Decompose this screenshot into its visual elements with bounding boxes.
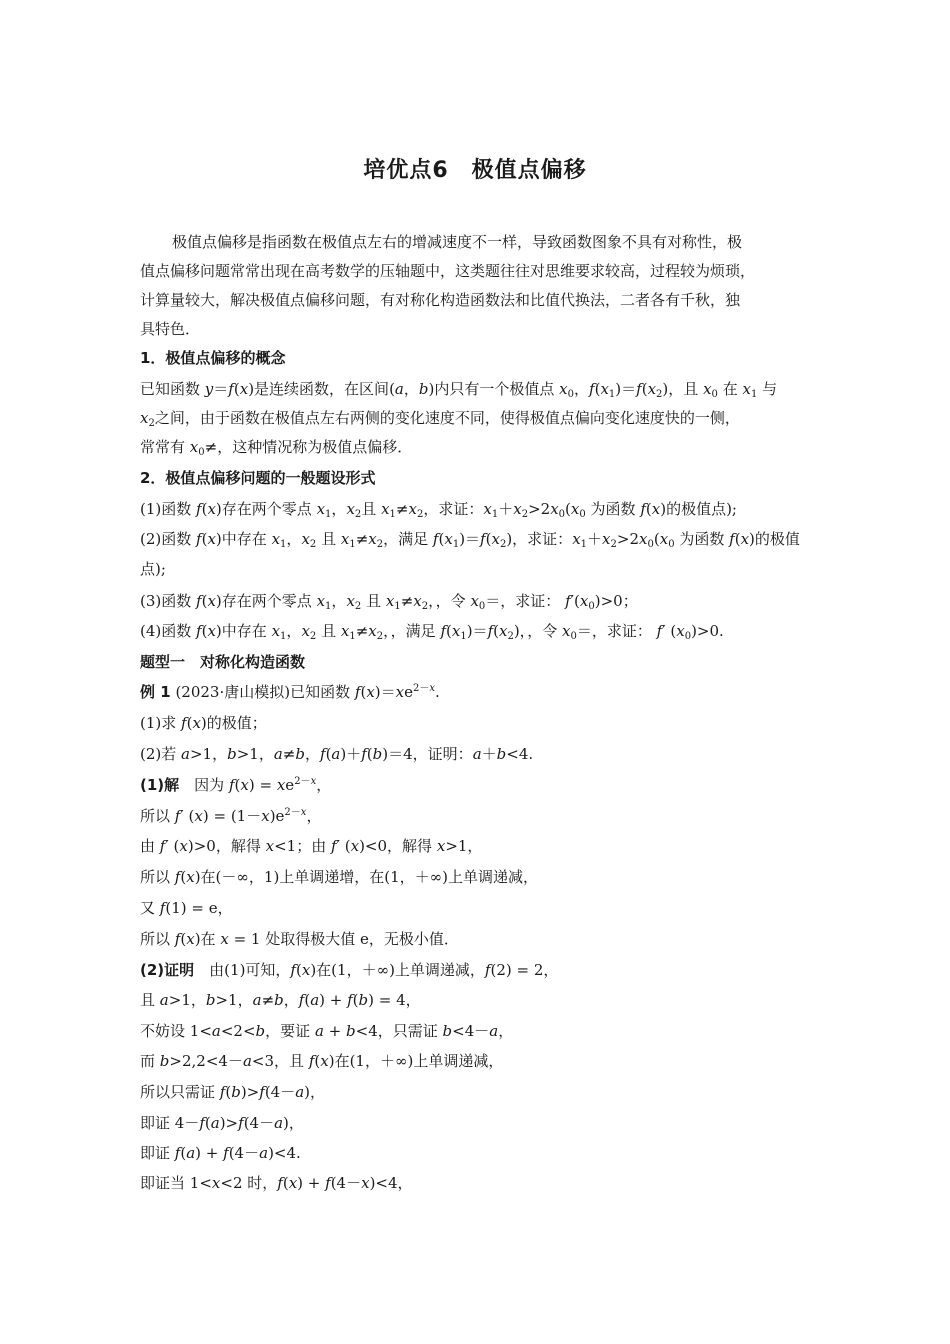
intro-line: 极值点偏移是指函数在极值点左右的增减速度不一样，导致函数图象不具有对称性，极 bbox=[172, 233, 743, 251]
text-line: (2)若 a>1，b>1，a≠b，f(a)＋f(b)＝4，证明：a＋b<4. bbox=[140, 745, 534, 763]
type-heading: 题型一 对称化构造函数 bbox=[140, 653, 306, 671]
text-line: 常常有 $x_0\ne$，这种情况称为极值点偏移． bbox=[140, 438, 413, 458]
text-line: 所以 f(x)在(－∞，1)上单调递增，在(1，＋∞)上单调递减， bbox=[140, 868, 539, 886]
text-line: 所以只需证 f(b)>f(4－a)， bbox=[140, 1083, 326, 1101]
text-line: 又 f(1) = e， bbox=[140, 899, 233, 917]
text-line: (1)求 f(x)的极值； bbox=[140, 714, 267, 732]
text-line: 即证 f(a) + f(4－a)<4. bbox=[140, 1144, 301, 1162]
intro-line: 具特色． bbox=[140, 320, 201, 338]
text-line: 由 f′ (x)>0，解得 x<1；由 f′ (x)<0，解得 x>1， bbox=[140, 837, 483, 855]
text-line: (4)函数 f(x)中存在 $x_1$，$x_2$ 且 $x_1\ne x_2$，，满足 $f(x_1)=f(x_2)$，，令 $x_0=$，求证： f′ $(x_0)>0$. bbox=[140, 622, 724, 642]
text-line: (3)函数 f(x)存在两个零点 $x_1$，$x_2$ 且 $x_1\ne x_2$，，令 $x_0=$，求证： $f'(x_0)>0$； bbox=[140, 592, 638, 612]
text-line: (2)证明 由(1)可知，f(x)在(1，＋∞)上单调递减，f(2) = 2， bbox=[140, 961, 559, 979]
section-heading: 1．极值点偏移的概念 bbox=[140, 349, 286, 367]
text-line: (2)函数 f(x)中存在 $x_1$，$x_2$ 且 $x_1\ne x_2$，满足 $f(x_1)=f(x_2)$，求证：$x_1+x_2>2x_0(x_0$ 为函数 f(x)的极值 bbox=[140, 530, 800, 550]
text-line: (1)函数 f(x)存在两个零点 $x_1$，$x_2$且 $x_1\ne x_2$，求证：$x_1+x_2>2x_0(x_0$ 为函数 f(x)的极值点); bbox=[140, 500, 737, 520]
text-line: 即证当 1<x<2 时，f(x) + f(4－x)<4， bbox=[140, 1174, 413, 1192]
text-line: 已知函数 y＝f(x)是连续函数，在区间(a，b)内只有一个极值点 $x_0$，$f(x_1)=f(x_2)$，且 $x_0$ 在 $x_1$ 与 bbox=[140, 380, 778, 400]
text-line: 所以 f′ $(x) = (1-x)e^{2-x}$， bbox=[140, 807, 322, 825]
text-line: 不妨设 1<a<2<b，要证 a + b<4，只需证 b<4－a， bbox=[140, 1022, 514, 1040]
text-line: 即证 4－f(a)>f(4－a)， bbox=[140, 1114, 304, 1132]
section-heading: 2．极值点偏移问题的一般题设形式 bbox=[140, 469, 376, 487]
text-line: 而 b>2,2<4－a<3，且 f(x)在(1，＋∞)上单调递减， bbox=[140, 1052, 504, 1070]
text-line: 所以 f(x)在 x = 1 处取得极大值 e，无极小值． bbox=[140, 930, 459, 948]
text-line: 且 a>1，b>1，a≠b，f(a) + f(b) = 4， bbox=[140, 991, 421, 1009]
text-line: $x_2$之间，由于函数在极值点左右两侧的变化速度不同，使得极值点偏向变化速度快的一侧， bbox=[140, 409, 740, 429]
intro-line: 值点偏移问题常常出现在高考数学的压轴题中，这类题往往对思维要求较高，过程较为烦琐， bbox=[140, 262, 756, 280]
example-line: 例 1 (2023·唐山模拟)已知函数 $f(x)=xe^{2-x}$. bbox=[140, 683, 440, 701]
intro-line: 计算量较大，解决极值点偏移问题，有对称化构造函数法和比值代换法，二者各有千秋，独 bbox=[140, 291, 741, 309]
text-line: (1)解 因为 $f(x) = xe^{2-x}$， bbox=[140, 776, 332, 794]
text-line: 点); bbox=[140, 560, 166, 578]
page-title: 培优点6 极值点偏移 bbox=[363, 158, 587, 183]
